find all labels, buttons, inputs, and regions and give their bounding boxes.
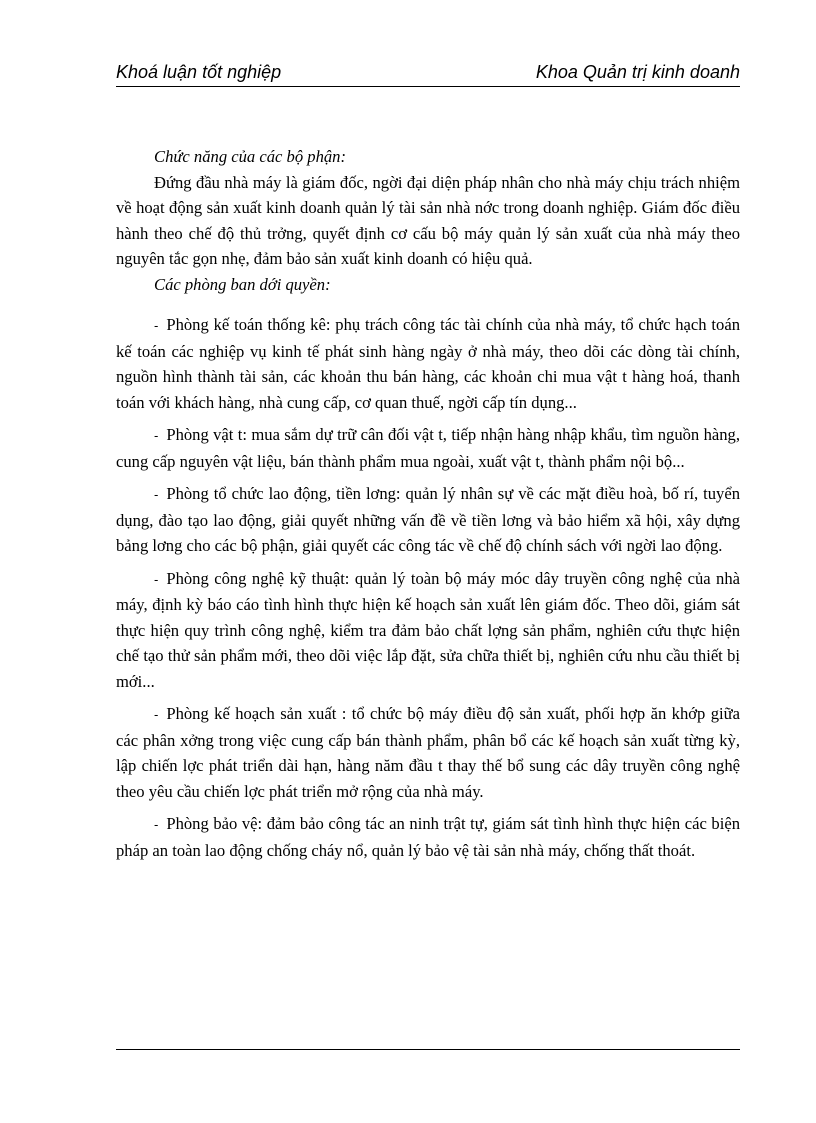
bullet-dash: - [154,571,159,587]
department-item-text: Phòng công nghệ kỹ thuật: quản lý toàn bộ máy móc dây truyền công nghệ của nhà máy, định kỳ báo cáo tình hình thực hiện kế hoạch sản xuất lên giám đốc. Theo dõi, giám sát thực hiện quy trình công nghệ, kiểm tra đảm bảo chất lợng sản phẩm, nghiên cứu thực hiện chế tạo thử sản phẩm mới, theo dõi việc lắp đặt, sửa chữa thiết bị, nghiên cứu nhu cầu thiết bị mới... [116,568,740,691]
header-thesis-label: Khoá luận tốt nghiệp [116,62,282,82]
functions-paragraph: Đứng đầu nhà máy là giám đốc, ngời đại diện pháp nhân cho nhà máy chịu trách nhiệm về hoạt động sản xuất kinh doanh quản lý tài sản nhà nớc trong doanh nghiệp. Giám đốc điều hành theo chế độ thủ trởng, quyết định cơ cấu bộ máy quản lý sản xuất của nhà máy theo nguyên tắc gọn nhẹ, đảm bảo sản xuất kinh doanh có hiệu quả. [116,172,740,268]
bullet-dash: - [154,487,159,502]
bullet-dash: - [154,428,159,443]
department-item-text: Phòng bảo vệ: đảm bảo công tác an ninh trật tự, giám sát tình hình thực hiện các biện pháp an toàn lao động chống cháy nổ, quản lý bảo vệ tài sản nhà máy, chống thất thoát. [116,814,740,860]
department-item-text: Phòng kế toán thống kê: phụ trách công tác tài chính của nhà máy, tổ chức hạch toán kế toán các nghiệp vụ kinh tế phát sinh hàng ngày ở nhà máy, theo dõi các dòng tài chính, nguồn hình thành tài sản, các khoản thu bán hàng, các khoản chi mua vật t hàng hoá, thanh toán với khách hàng, nhà cung cấp, cơ quan thuế, ngời cấp tín dụng... [116,315,740,412]
department-item-technology [116,566,740,695]
department-item-text: Phòng kế hoạch sản xuất : tổ chức bộ máy điều độ sản xuất, phối hợp ăn khớp giữa các phân xởng trong việc cung cấp bán thành phẩm, phân bổ các kế hoạch sản xuất từng kỳ, lập chiến lợc phát triển dài hạn, hàng năm đầu t thay thế bổ sung các dây truyền công nghệ theo yêu cầu chiến lợc phát triển mở rộng của nhà máy. [116,704,740,801]
bullet-dash: - [154,817,159,832]
page-body [116,144,740,863]
department-item-labor [116,481,740,559]
department-item-text: Phòng tổ chức lao động, tiền lơng: quản lý nhân sự về các mặt điều hoà, bố rí, tuyển dụng, đào tạo lao động, giải quyết những vấn đề về tiền lơng và bảo hiểm xã hội, xây dựng bảng lơng cho các bộ phận, giải quyết các công tác về chế độ chính sách với ngời lao động. [116,484,740,555]
header-faculty-label: Khoa Quản trị kinh doanh [535,62,740,82]
department-item-text: Phòng vật t: mua sắm dự trữ cân đối vật t, tiếp nhận hàng nhập khẩu, tìm nguồn hàng, cung cấp nguyên vật liệu, bán thành phẩm mua ngoài, xuất vật t, thành phẩm nội bộ... [116,425,740,471]
footer-divider [116,1049,740,1050]
department-item-security [116,811,740,863]
department-item-materials [116,422,740,474]
department-item-planning [116,701,740,804]
bullet-dash: - [154,707,159,722]
department-item-accounting [116,312,740,415]
functions-heading: Chức năng của các bộ phận: [154,147,347,166]
bullet-dash: - [154,318,159,333]
page-header [116,60,740,87]
departments-heading: Các phòng ban dới quyền: [154,274,331,294]
